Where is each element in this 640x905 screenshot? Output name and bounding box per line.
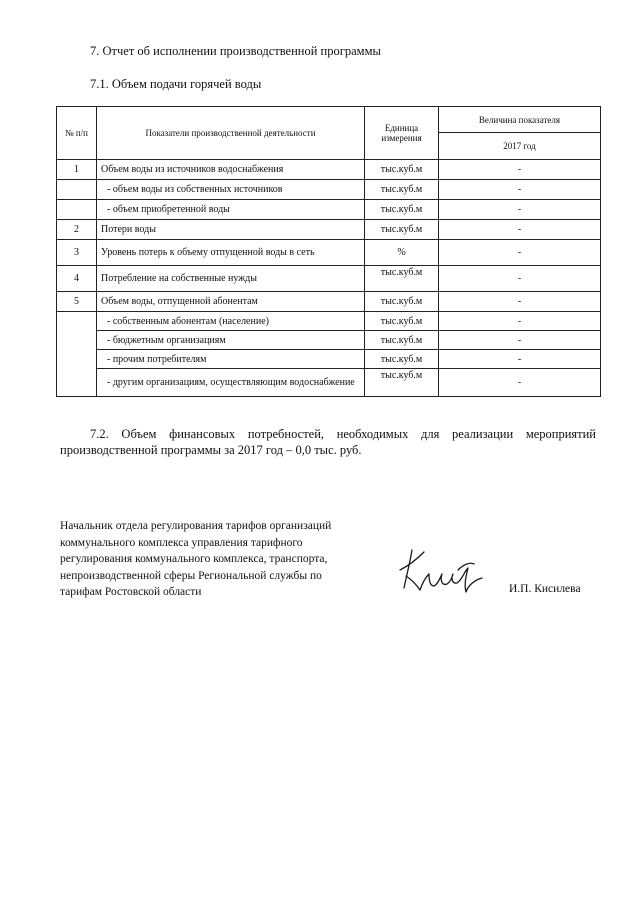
- row-unit: тыс.куб.м: [365, 200, 439, 220]
- signer-name: И.П. Кисилева: [509, 583, 581, 595]
- header-year: 2017 год: [439, 133, 601, 160]
- position-line: Начальник отдела регулирования тарифов организаций: [60, 520, 332, 532]
- row-num: 1: [57, 160, 97, 180]
- table-row: [57, 331, 601, 350]
- header-num: № п/п: [57, 107, 97, 160]
- row-value: -: [439, 369, 601, 397]
- row-value: -: [439, 292, 601, 312]
- row-unit: тыс.куб.м: [365, 369, 439, 397]
- row-value: -: [439, 160, 601, 180]
- row-value: -: [439, 312, 601, 331]
- row-unit: тыс.куб.м: [365, 180, 439, 200]
- row-value: -: [439, 240, 601, 266]
- row-indicator: Уровень потерь к объему отпущенной воды в сеть: [97, 240, 365, 266]
- table-row: [57, 200, 601, 220]
- row-value: -: [439, 180, 601, 200]
- row-unit: тыс.куб.м: [365, 266, 439, 292]
- row-unit: тыс.куб.м: [365, 331, 439, 350]
- row-num: [57, 200, 97, 220]
- row-num: 4: [57, 266, 97, 292]
- position-line: коммунального комплекса управления тарифного: [60, 536, 303, 549]
- position-line: непроизводственной сферы Региональной службы по: [60, 569, 322, 582]
- position-line: тарифам Ростовской области: [60, 586, 202, 598]
- header-unit: Единица измерения: [365, 107, 439, 160]
- water-supply-table: [56, 106, 601, 397]
- row-indicator: - бюджетным организациям: [97, 331, 365, 350]
- row-indicator: Объем воды из источников водоснабжения: [97, 160, 365, 180]
- row-unit: тыс.куб.м: [365, 350, 439, 369]
- section-title: 7. Отчет об исполнении производственной программы: [90, 44, 381, 58]
- row-indicator: Потери воды: [97, 220, 365, 240]
- table-row: [57, 180, 601, 200]
- row-value: -: [439, 350, 601, 369]
- table-row: [57, 369, 601, 397]
- position-line: регулирования коммунального комплекса, транспорта,: [60, 553, 328, 565]
- row-unit: тыс.куб.м: [365, 312, 439, 331]
- row-value: -: [439, 200, 601, 220]
- row-indicator: Объем воды, отпущенной абонентам: [97, 292, 365, 312]
- row-num: 2: [57, 220, 97, 240]
- financial-needs-paragraph: 7.2. Объем финансовых потребностей, необходимых для реализации мероприятий производственной программы за 2017 год – 0,0 тыс. руб.: [60, 427, 596, 457]
- header-indicator: Показатели производственной деятельности: [97, 107, 365, 160]
- row-unit: тыс.куб.м: [365, 220, 439, 240]
- table-row: [57, 292, 601, 312]
- signatory-position: [60, 518, 380, 601]
- row-unit: тыс.куб.м: [365, 292, 439, 312]
- table-row: [57, 266, 601, 292]
- row-indicator: - другим организациям, осуществляющим водоснабжение: [97, 369, 365, 397]
- row-indicator: Потребление на собственные нужды: [97, 266, 365, 292]
- subsection-title: 7.1. Объем подачи горячей воды: [90, 77, 262, 91]
- row-num: 5: [57, 292, 97, 312]
- row-value: -: [439, 266, 601, 292]
- row-value: -: [439, 331, 601, 350]
- row-indicator: - собственным абонентам (население): [97, 312, 365, 331]
- row-num: [57, 312, 97, 397]
- table-row: [57, 240, 601, 266]
- row-unit: тыс.куб.м: [365, 160, 439, 180]
- table-row: [57, 220, 601, 240]
- row-num: [57, 180, 97, 200]
- header-value-group: Величина показателя: [439, 107, 601, 133]
- row-indicator: - прочим потребителям: [97, 350, 365, 369]
- handwritten-signature: [398, 540, 488, 596]
- row-unit: %: [365, 240, 439, 266]
- row-num: 3: [57, 240, 97, 266]
- row-indicator: - объем воды из собственных источников: [97, 180, 365, 200]
- row-value: -: [439, 220, 601, 240]
- row-indicator: - объем приобретенной воды: [97, 200, 365, 220]
- table-row: [57, 312, 601, 331]
- table-row: [57, 160, 601, 180]
- table-row: [57, 350, 601, 369]
